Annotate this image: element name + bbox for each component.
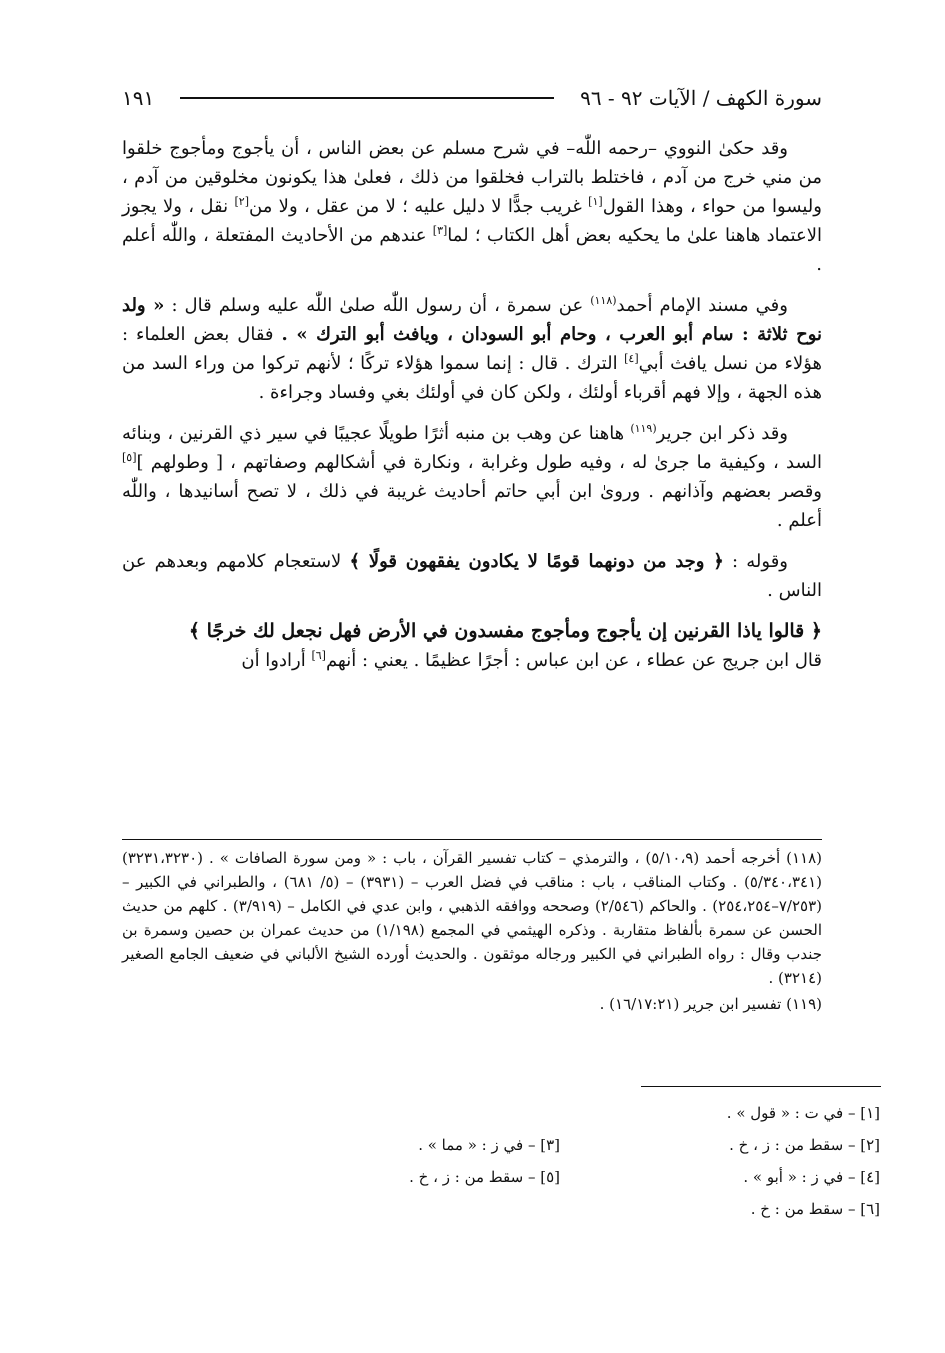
footnotes — [122, 846, 822, 1018]
quran-quote: ﴿ وجد من دونهما قومًا لا يكادون يفقهون قولًا ﴾ — [349, 551, 724, 572]
text-span: وقصر بعضهم وآذانهم . وروىٰ ابن أبي حاتم أحاديث غريبة في ذلك ، لا تصح أسانيدها ، واللّٰه أعلم . — [122, 481, 822, 531]
footnote-ref: (١١٨) — [590, 294, 617, 307]
text-span: وفي مسند الإمام أحمد — [616, 295, 788, 316]
text-span: قال ابن جريج عن عطاء ، عن ابن عباس : أجرًا عظيمًا . يعني : أنهم — [325, 650, 822, 671]
variants-separator — [641, 1086, 881, 1087]
paragraph-qawluh — [122, 547, 822, 605]
variant-note-ref: [٦] — [311, 649, 326, 662]
variant-note: [١] – في ت : « قول » . — [726, 1104, 880, 1122]
page-number: ١٩١ — [122, 86, 155, 110]
variant-note: [٦] – سقط من : خ . — [750, 1200, 880, 1218]
footnote-ref: (١١٩) — [630, 422, 657, 435]
variant-note — [240, 1195, 560, 1224]
variant-note-ref: [٣] — [432, 224, 448, 237]
variant-note: [٣] – في ز : « مما » . — [418, 1136, 560, 1154]
header-rule — [180, 97, 554, 99]
manuscript-variants — [240, 1099, 880, 1224]
text-span: وقوله : — [723, 551, 788, 572]
variant-note: [٤] – في ز : « أبو » . — [743, 1168, 880, 1186]
paragraph-ibn-jurayj — [122, 646, 822, 675]
text-span: هاهنا عن وهب بن منبه أثرًا طويلًا عجيبًا في سير ذي القرنين ، وبنائه السد ، وكيفية ما جرىٰ له ، وفيه طول وغرابة ، ونكارة في أشكالهم وصفاتهم ، [ وطولهم ] — [122, 423, 822, 473]
text-span: الترك . قال : إنما سموا هؤلاء تركًا ؛ لأنهم تركوا من وراء السد من هذه الجهة ، وإلا فهم أقرباء أولئك ، ولكن كان في أولئك بغي وفساد وجراءة . — [122, 353, 822, 403]
footnote-119: (١١٩) تفسير ابن جرير (١٦/١٧:٢١) . — [599, 995, 822, 1013]
main-text — [122, 134, 822, 683]
text-span: أرادوا أن — [241, 650, 312, 671]
text-span: عندهم من الأحاديث المفتعلة ، واللّٰه أعلم . — [122, 225, 822, 275]
variant-note: [٥] – سقط من : ز ، خ . — [409, 1168, 560, 1186]
running-title: سورة الكهف / الآيات ٩٢ - ٩٦ — [580, 86, 822, 110]
footnote-118: (١١٨) أخرجه أحمد (٥/١٠،٩) ، والترمذي – كتاب تفسير القرآن ، باب : « ومن سورة الصافات » . (٣٢٣١،٣٢٣٠) (٥/٣٤٠،٣٤١) . وكتاب المناقب ، باب : مناقب في فضل العرب – (٣٩٣١) – (٥/ ٦٨١) ، والطبراني في الكبير – (٧/٢٥٣–٢٥٤،٢٥٤) . والحاكم (٢/٥٤٦) وصححه ووافقه الذهبي ، وابن عدي في الكامل – (٣/٩١٩) . كلهم من حديث الحسن عن سمرة بألفاظ متقاربة . وذكره الهيثمي في المجمع (١/١٩٨) من حديث عمران بن حصين وسمرة بن جندب وقال : رواه الطبراني في الكبير ورجاله موثقون . والحديث أورده الشيخ الألباني في ضعيف الجامع الصغير (٣٢١٤) . — [122, 849, 823, 987]
text-span: لاستعجام كلامهم وبعدهم عن الناس . — [122, 551, 822, 601]
text-span: عن سمرة ، أن رسول اللّٰه صلىٰ اللّٰه عليه وسلم قال : — [164, 295, 591, 316]
text-span: نقل ، ولا يجوز الاعتماد هاهنا علىٰ ما يحكيه بعض أهل الكتاب ؛ لما — [122, 196, 822, 246]
variant-note-ref: [٥] — [122, 451, 137, 464]
variant-note — [240, 1099, 560, 1128]
variant-note-ref: [٢] — [234, 195, 249, 208]
text-span: غريب جدًّا لا دليل عليه ؛ لا من عقل ، ولا من — [249, 196, 589, 217]
footnote-separator — [122, 839, 822, 840]
paragraph-nawawi — [122, 134, 822, 279]
ayah-heading: ﴿ قالوا ياذا القرنين إن يأجوج ومأجوج مفسدون في الأرض فهل نجعل لك خرجًا ﴾ — [188, 620, 822, 642]
variant-note: [٢] – سقط من : ز ، خ . — [729, 1136, 880, 1154]
hadith-quote: « ولد نوح ثلاثة : سام أبو العرب ، وحام أبو السودان ، ويافث أبو الترك » . — [122, 295, 823, 345]
variant-note-ref: [١] — [588, 195, 603, 208]
page-header — [122, 76, 822, 120]
variant-note-ref: [٤] — [624, 352, 639, 365]
text-span: وقد ذكر ابن جرير — [656, 423, 789, 444]
paragraph-ibn-jarir — [122, 419, 822, 535]
paragraph-musnad — [122, 291, 822, 407]
text-span: وقد حكىٰ النووي –رحمه اللّٰه– في شرح مسلم عن بعض الناس ، أن يأجوج ومأجوج خلقوا من مني خرج من آدم ، فاختلط بالتراب فخلقوا من ذلك ، فعلىٰ هذا يكونون مخلوقين من آدم ، وليسوا من حواء ، وهذا القول — [122, 138, 822, 217]
text-span: فقال بعض العلماء : هؤلاء من نسل يافث أبي — [122, 324, 822, 374]
